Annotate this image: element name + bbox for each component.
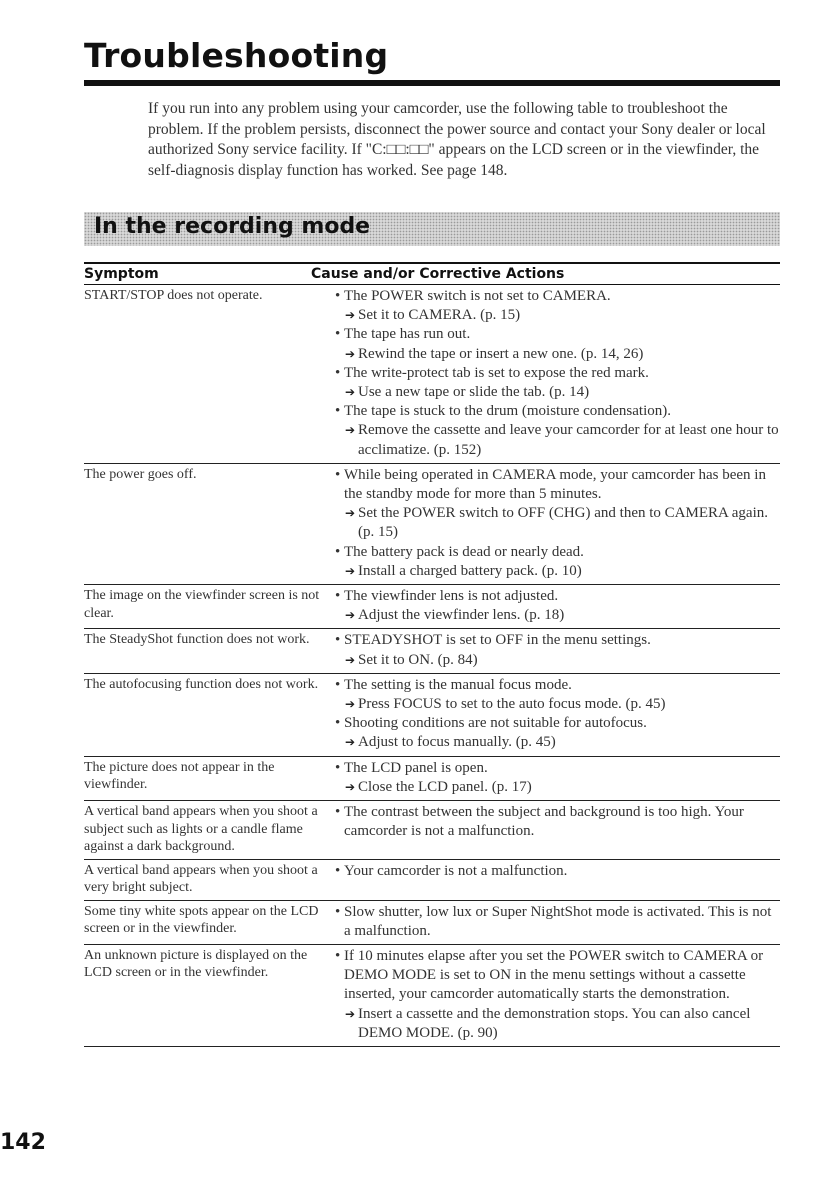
symptom-cell: The SteadyShot function does not work. — [84, 632, 310, 648]
bullet-icon: • — [335, 466, 341, 483]
item-text: The tape is stuck to the drum (moisture condensation). — [344, 403, 672, 420]
cause-item — [327, 325, 780, 344]
causes-cell — [327, 759, 780, 797]
item-text: Slow shutter, low lux or Super NightShot mode is activated. This is not a malfunction. — [344, 903, 772, 939]
bullet-icon: • — [335, 288, 341, 304]
bullet-icon: • — [335, 676, 341, 693]
arrow-right-icon: ➔ — [345, 697, 356, 712]
table-header — [84, 262, 780, 285]
symptom-cell: The picture does not appear in the viewfinder. — [84, 759, 275, 793]
symptom-cell: The power goes off. — [84, 466, 197, 482]
corrective-action — [327, 606, 780, 625]
cause-item — [327, 862, 780, 881]
corrective-action — [327, 778, 780, 797]
corrective-action — [327, 345, 780, 364]
troubleshooting-table — [84, 262, 780, 1047]
corrective-action — [327, 504, 780, 542]
item-text: Close the LCD panel. (p. 17) — [358, 778, 532, 795]
causes-cell — [327, 803, 780, 856]
item-text: The contrast between the subject and background is too high. Your camcorder is not a malfunction. — [344, 804, 744, 840]
arrow-right-icon: ➔ — [345, 308, 356, 323]
item-text: The battery pack is dead or nearly dead. — [344, 543, 584, 560]
table-row — [84, 674, 780, 757]
item-text: If 10 minutes elapse after you set the POWER switch to CAMERA or DEMO MODE is set to ON in the menu settings without a cassette inserted, your camcorder automatically starts the demonstration. — [344, 947, 764, 1003]
corrective-action — [327, 421, 780, 459]
corrective-action — [327, 695, 780, 714]
item-text: Your camcorder is not a malfunction. — [344, 862, 568, 879]
cause-item — [327, 631, 780, 650]
causes-cell — [327, 862, 780, 897]
column-header-causes: Cause and/or Corrective Actions — [311, 266, 565, 282]
causes-cell — [327, 676, 780, 753]
bullet-icon: • — [335, 759, 341, 776]
page-number: 142 — [0, 1130, 46, 1155]
table-row — [84, 464, 780, 585]
cause-item — [327, 543, 780, 562]
bullet-icon: • — [335, 947, 341, 964]
symptom-cell: The image on the viewfinder screen is not clear. — [84, 588, 320, 621]
causes-cell — [327, 631, 780, 669]
symptom-cell: Some tiny white spots appear on the LCD screen or in the viewfinder. — [84, 903, 319, 937]
item-text: Set the POWER switch to OFF (CHG) and then to CAMERA again. (p. 15) — [358, 505, 768, 541]
intro-paragraph: If you run into any problem using your camcorder, use the following table to troubleshoot the problem. If the problem persists, disconnect the power source and contact your Sony dealer or local authorized Sony service facility. If "C:□□:□□" appears on the LCD screen or in the viewfinder, the self-diagnosis display function has worked. See page 148. — [148, 100, 766, 179]
item-text: Adjust to focus manually. (p. 45) — [358, 734, 556, 751]
arrow-right-icon: ➔ — [345, 506, 356, 521]
table-body — [84, 285, 780, 1047]
item-text: Set it to CAMERA. (p. 15) — [358, 307, 521, 324]
cause-item — [327, 903, 780, 941]
bullet-icon: • — [335, 403, 341, 420]
corrective-action — [327, 733, 780, 752]
causes-cell — [327, 903, 780, 941]
table-row — [84, 901, 780, 945]
bullet-icon: • — [335, 543, 341, 560]
symptom-cell: The autofocusing function does not work. — [84, 676, 319, 692]
arrow-right-icon: ➔ — [345, 563, 356, 578]
table-row — [84, 585, 780, 629]
symptom-cell: An unknown picture is displayed on the LCD screen or in the viewfinder. — [84, 947, 308, 981]
bullet-icon: • — [335, 588, 341, 605]
corrective-action — [327, 562, 780, 581]
cause-item — [327, 714, 780, 733]
cause-item — [327, 466, 780, 504]
item-text: Insert a cassette and the demonstration stops. You can also cancel DEMO MODE. (p. 90) — [358, 1005, 751, 1041]
item-text: The setting is the manual focus mode. — [344, 676, 572, 693]
arrow-right-icon: ➔ — [345, 1006, 356, 1021]
table-row — [84, 285, 780, 464]
arrow-right-icon: ➔ — [345, 735, 356, 750]
cause-item — [327, 947, 780, 1005]
causes-cell — [327, 466, 780, 581]
cause-item — [327, 587, 780, 606]
corrective-action — [327, 1005, 780, 1043]
column-header-symptom: Symptom — [84, 266, 159, 282]
item-text: The write-protect tab is set to expose the red mark. — [344, 364, 649, 381]
table-row — [84, 945, 780, 1047]
bullet-icon: • — [335, 364, 341, 381]
cause-item — [327, 676, 780, 695]
arrow-right-icon: ➔ — [345, 652, 356, 667]
table-row — [84, 757, 780, 801]
bullet-icon: • — [335, 903, 341, 920]
item-text: Remove the cassette and leave your camcorder for at least one hour to acclimatize. (p. 152) — [358, 422, 779, 458]
cause-item — [327, 287, 780, 306]
item-text: Adjust the viewfinder lens. (p. 18) — [358, 607, 565, 624]
bullet-icon: • — [335, 632, 341, 649]
corrective-action — [327, 383, 780, 402]
item-text: While being operated in CAMERA mode, your camcorder has been in the standby mode for more than 5 minutes. — [344, 466, 766, 503]
symptom-cell: A vertical band appears when you shoot a very bright subject. — [84, 862, 318, 896]
item-text: STEADYSHOT is set to OFF in the menu settings. — [344, 632, 651, 649]
item-text: The tape has run out. — [344, 326, 471, 343]
section-title: In the recording mode — [94, 214, 371, 239]
item-text: Set it to ON. (p. 84) — [358, 651, 478, 668]
item-text: The POWER switch is not set to CAMERA. — [344, 288, 611, 304]
arrow-right-icon: ➔ — [345, 385, 356, 400]
cause-item — [327, 364, 780, 383]
cause-item — [327, 402, 780, 421]
item-text: Install a charged battery pack. (p. 10) — [358, 562, 582, 579]
causes-cell — [327, 587, 780, 625]
item-text: Press FOCUS to set to the auto focus mode. (p. 45) — [358, 696, 666, 713]
page-title: Troubleshooting — [84, 36, 389, 75]
bullet-icon: • — [335, 862, 341, 879]
bullet-icon: • — [335, 804, 341, 821]
symptom-cell: A vertical band appears when you shoot a subject such as lights or a candle flame against a dark background. — [84, 804, 318, 855]
bullet-icon: • — [335, 326, 341, 343]
table-row — [84, 801, 780, 860]
item-text: The LCD panel is open. — [344, 759, 488, 776]
symptom-cell: START/STOP does not operate. — [84, 288, 263, 303]
item-text: Use a new tape or slide the tab. (p. 14) — [358, 384, 590, 401]
arrow-right-icon: ➔ — [345, 779, 356, 794]
arrow-right-icon: ➔ — [345, 423, 356, 438]
causes-cell — [327, 947, 780, 1043]
bullet-icon: • — [335, 715, 341, 732]
corrective-action — [327, 651, 780, 670]
item-text: The viewfinder lens is not adjusted. — [344, 588, 559, 605]
corrective-action — [327, 306, 780, 325]
arrow-right-icon: ➔ — [345, 346, 356, 361]
cause-item — [327, 803, 780, 841]
table-row — [84, 860, 780, 901]
arrow-right-icon: ➔ — [345, 608, 356, 623]
item-text: Rewind the tape or insert a new one. (p. 14, 26) — [358, 345, 644, 362]
causes-cell — [327, 287, 780, 460]
title-rule — [84, 80, 780, 86]
cause-item — [327, 759, 780, 778]
table-row — [84, 629, 780, 673]
item-text: Shooting conditions are not suitable for autofocus. — [344, 715, 647, 732]
